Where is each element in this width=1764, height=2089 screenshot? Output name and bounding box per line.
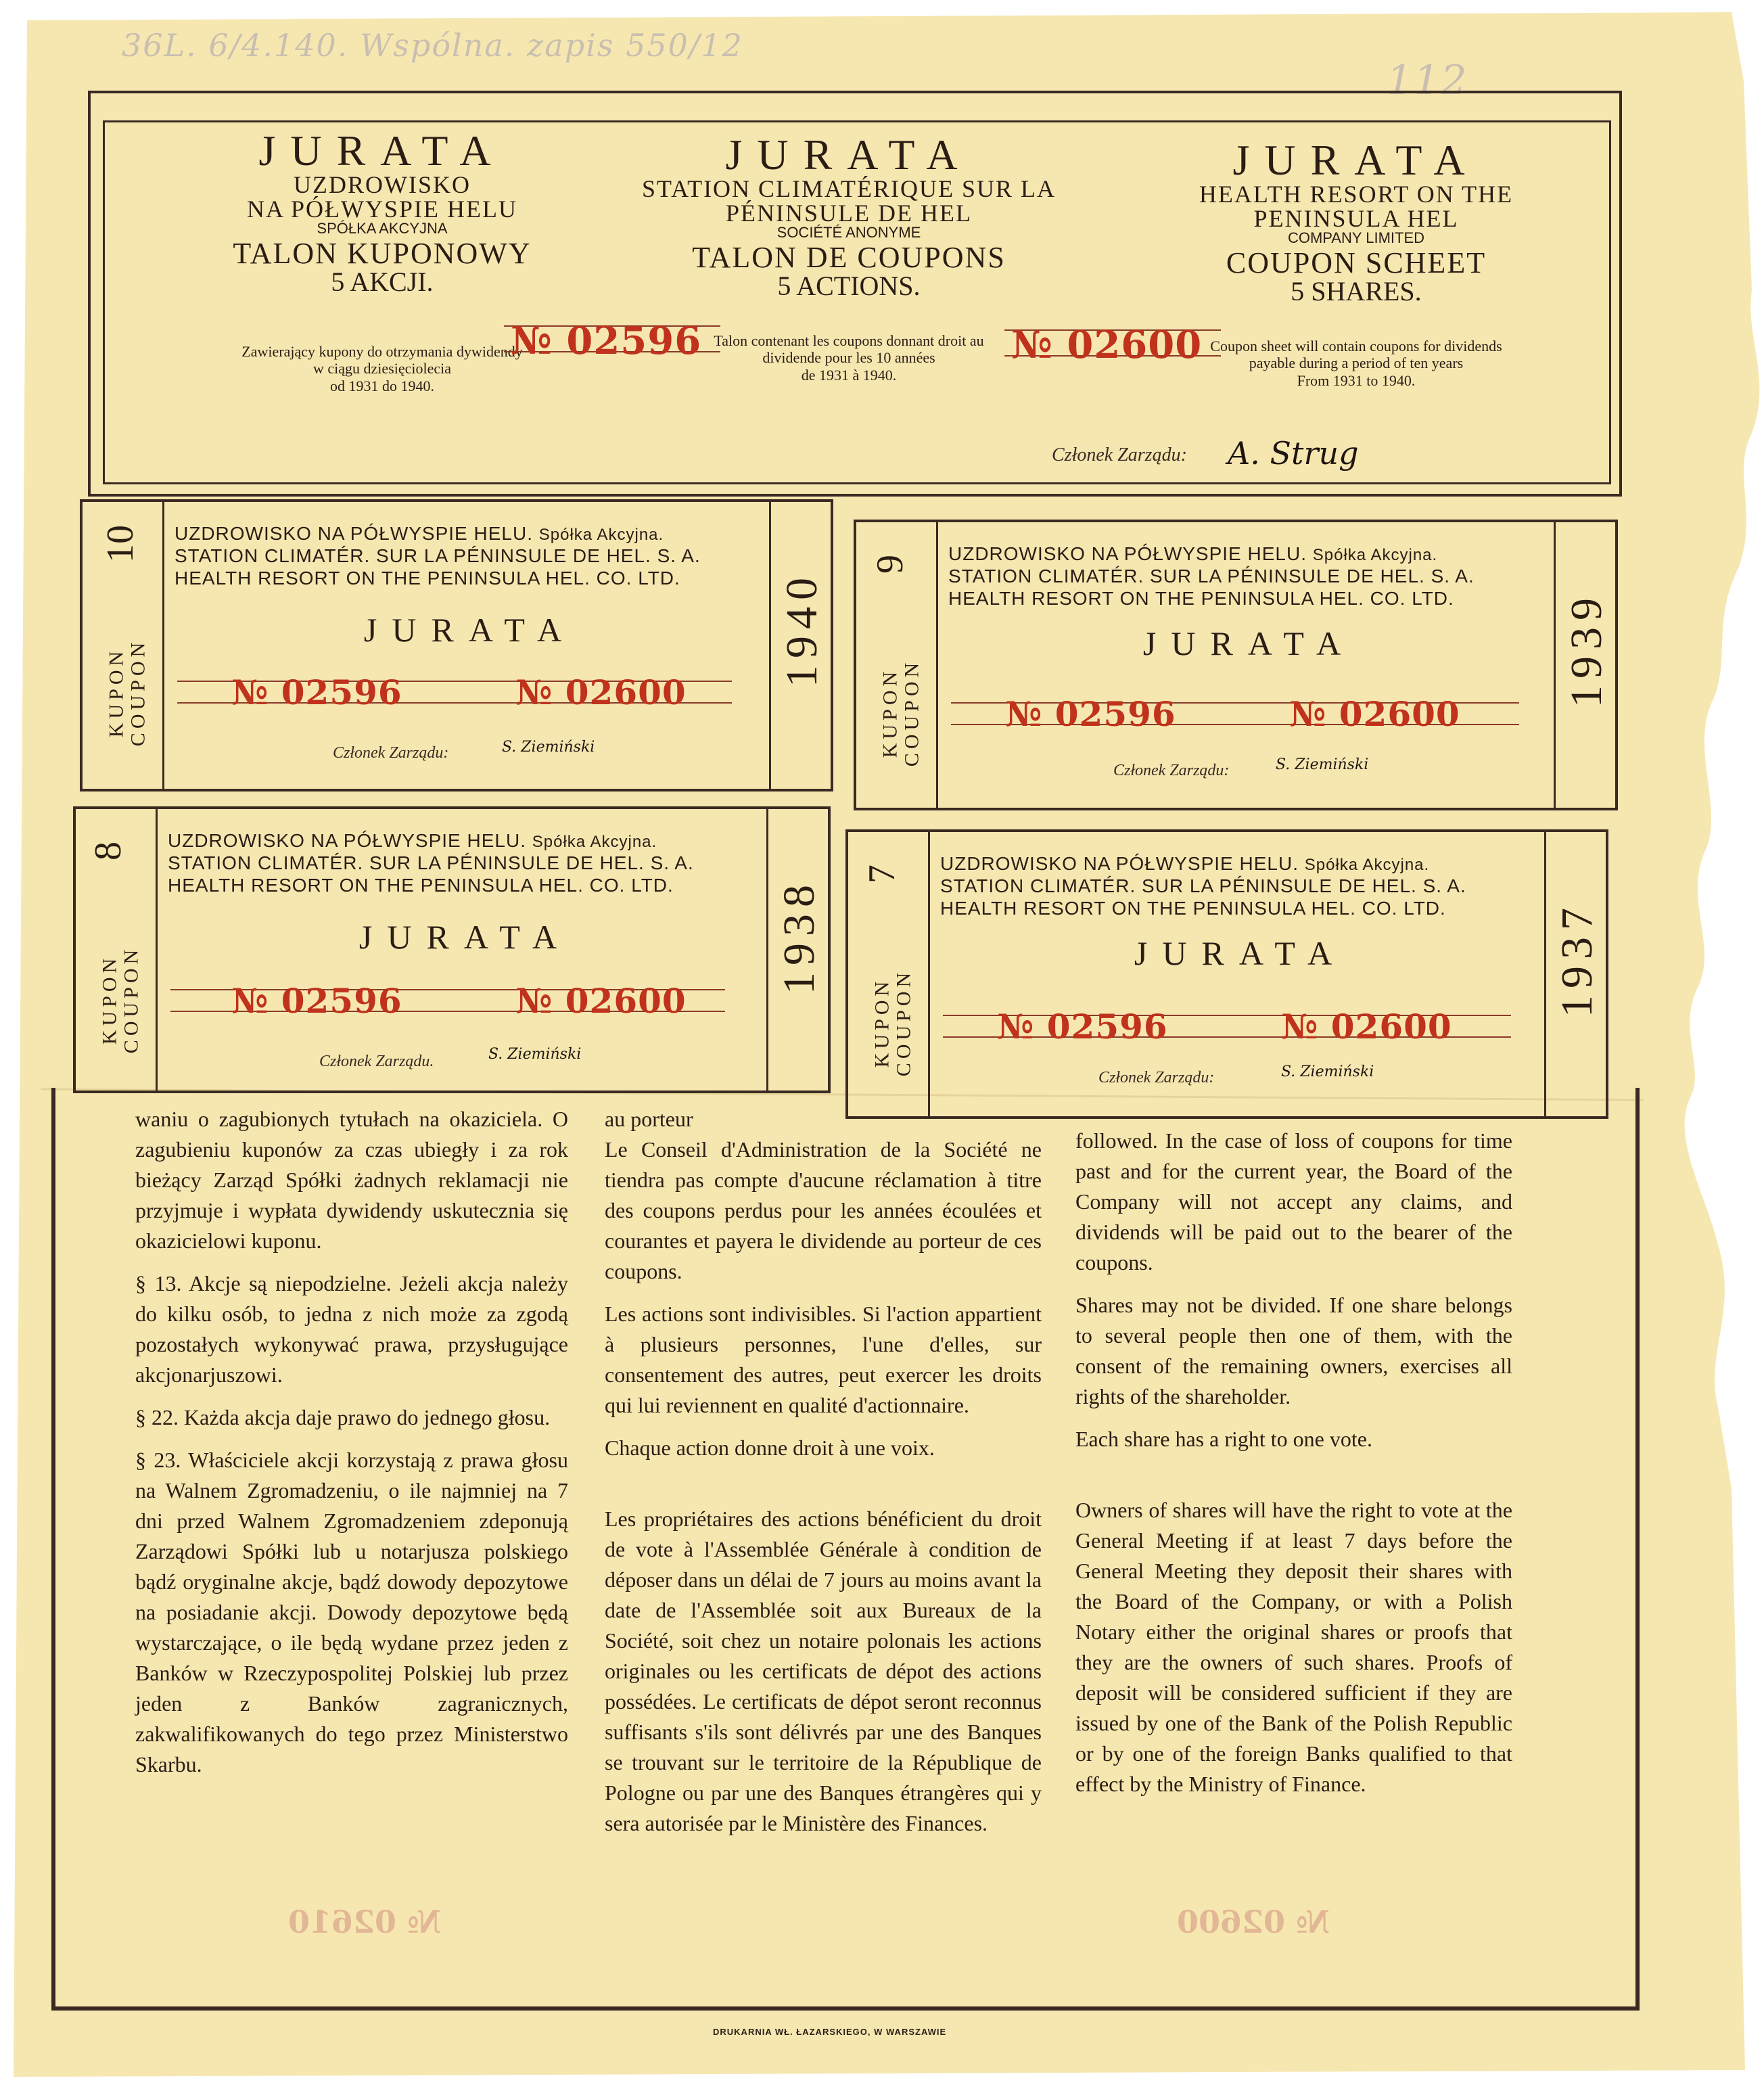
header-pl-line5: 5 AKCJI.: [331, 267, 434, 297]
coupon-head-pl: [948, 543, 1475, 565]
coupon-sheet-header: [88, 91, 1622, 497]
coupon-year: 1939: [1562, 591, 1611, 708]
statute-pl-2: § 13. Akcje są niepodzielne. Jeżeli akcja należy do kilku osób, to jedna z nich może za zgodą pozostałych wykonywać prawa, przysługujące akcjonarjuszowi.: [135, 1271, 568, 1387]
header-fr-desc-3: de 1931 à 1940.: [801, 366, 897, 384]
statute-fr-2: Les actions sont indivisibles. Si l'action appartient à plusieurs personnes, l'une d'elles, sur consentement des autres, peut exercer les droits qui lui reviennent en qualité d'actionnaire.: [605, 1302, 1042, 1417]
statute-fr-3: Chaque action donne droit à une voix.: [605, 1436, 935, 1460]
coupon-label-en: COUPON: [900, 658, 923, 767]
coupon-9: [854, 520, 1618, 810]
statute-fr-1: Le Conseil d'Administration de la Société ne tiendra pas compte d'aucune réclamation à titre des coupons perdus pour les années écoulées et courantes et payera le dividende au porteur de ces coupons.: [605, 1137, 1042, 1283]
coupon-sheet-inner-frame: [103, 120, 1611, 484]
coupon-year: 1938: [774, 878, 824, 994]
coupon-brand: JURATA: [363, 611, 577, 649]
header-pl-line4: TALON KUPONOWY: [233, 237, 532, 270]
coupon-headings: [175, 522, 701, 589]
coupon-head-pl: [168, 829, 694, 852]
header-fr-line5: 5 ACTIONS.: [777, 271, 921, 301]
coupon-head-en: HEALTH RESORT ON THE PENINSULA HEL. CO. LTD.: [948, 588, 1454, 610]
coupon-head-pl-small: Spółka Akcyjna.: [532, 833, 657, 851]
coupon-headings: [940, 852, 1466, 919]
coupon-signature: S. Ziemiński: [1281, 1063, 1374, 1080]
bleed-through-number-left: № 02610: [288, 1904, 442, 1940]
coupon-year-box: [1554, 522, 1615, 808]
coupon-signature: S. Ziemiński: [1276, 756, 1369, 773]
coupon-label-en: COUPON: [120, 945, 142, 1054]
coupon-brand: JURATA: [1134, 934, 1347, 972]
coupon-label-pl: KUPON: [879, 667, 902, 758]
statute-pl-1: waniu o zagubionych tytułach na okaziciela. O zagubieniu kuponów za czas ubiegły i za rok bieżący Zarząd Spółki żadnych reklamacji nie przyjmuje i wypłata dywidendy uskutecznia się okazicielowi kuponu.: [135, 1107, 568, 1253]
coupon-signature: S. Ziemiński: [488, 1046, 582, 1063]
coupon-number-from: № 02596: [997, 1007, 1168, 1047]
brand-fr: JURATA: [725, 131, 973, 179]
header-fr-line2: PÉNINSULE DE HEL: [726, 200, 972, 227]
header-pl-desc-2: w ciągu dziesięciolecia: [312, 360, 451, 377]
coupon-label: [106, 639, 149, 747]
coupon-head-fr: STATION CLIMATÉR. SUR LA PÉNINSULE DE HEL. S. A.: [940, 875, 1466, 897]
coupon-side: [76, 809, 158, 1091]
coupon-year-box: [766, 809, 828, 1091]
statute-en-2: Shares may not be divided. If one share belongs to several people then one of them, with the consent of the remaining owners, exercises all rights of the shareholder.: [1075, 1293, 1512, 1408]
coupon-number-from: № 02596: [231, 672, 402, 712]
header-pl-desc-3: od 1931 do 1940.: [330, 377, 434, 394]
coupon-brand: JURATA: [358, 918, 572, 956]
brand-en: JURATA: [1232, 136, 1480, 184]
coupon-sign-label: Członek Zarządu:: [333, 744, 449, 762]
coupon-head-en: HEALTH RESORT ON THE PENINSULA HEL. CO. LTD.: [168, 875, 674, 896]
coupon-8: [73, 806, 831, 1093]
coupon-label-en: COUPON: [126, 638, 149, 747]
pencil-note-right: 112: [1387, 57, 1468, 104]
coupon-head-pl-text: UZDROWISKO NA PÓŁWYSPIE HELU.: [175, 523, 533, 544]
coupon-headings: [948, 543, 1475, 610]
header-pl-desc-1: Zawierający kupony do otrzymania dywidendy: [241, 343, 523, 360]
coupon-number-to: № 02600: [515, 981, 687, 1021]
coupon-head-fr: STATION CLIMATÉR. SUR LA PÉNINSULE DE HEL. S. A.: [948, 566, 1475, 587]
coupon-7: [845, 829, 1608, 1119]
coupon-number: 9: [869, 555, 911, 574]
statute-pl-4: § 23. Właściciele akcji korzystają z prawa głosu na Walnem Zgromadzeniu, o ile najmniej na 7 dni przed Walnem Zgromadzeniem zdeponują Zarządowi Spółki lub u notarjusza polskiego bądź oryginalne akcje, bądź dowody depozytowe na posiadanie akcji. Dowody depozytowe będą wystarczające, o ile będą wydane przez jeden z Banków w Rzeczypospolitej Polskiej lub przez jeden z Banków zagranicznych, zakwalifikowanych do tego przez Ministerstwo Skarbu.: [135, 1448, 568, 1776]
statute-en-4: Owners of shares will have the right to vote at the General Meeting if at least 7 days before the General Meeting they deposit their shares with the Board of the Company, or with a Polish Notary either the original shares or proofs that they are the owners of such shares. Proofs of deposit will be considered sufficient if they are issued by one of the Bank of the Polish Republic or by one of the foreign Banks qualified to that effect by the Ministry of Finance.: [1075, 1498, 1512, 1796]
header-en-line5: 5 SHARES.: [1291, 276, 1422, 306]
coupon-number: 10: [99, 525, 141, 563]
coupon-sign-label: Członek Zarządu.: [319, 1053, 434, 1070]
statute-fr-4: Les propriétaires des actions bénéficient du droit de vote à l'Assemblée Générale à condition de déposer dans un délai de 7 jours au moins avant la date de l'Assemblée soit aux Bureaux de la Société, soit chez un notaire polonais les actions originales ou les certificats de dépot des actions possédées. Le certificats de dépot seront reconnus suffisants s'ils sont délivrés par une des Banques se trouvant sur le territoire de la République de Pologne ou par une des Banques étrangères qui y sera autorisée par le Ministère des Finances.: [605, 1507, 1042, 1835]
coupon-head-pl-small: Spółka Akcyjna.: [1312, 546, 1438, 564]
coupon-label-pl: KUPON: [98, 954, 121, 1045]
coupon-head-en: HEALTH RESORT ON THE PENINSULA HEL. CO. LTD.: [940, 898, 1446, 919]
coupon-number-to: № 02600: [515, 672, 687, 712]
statute-fr-0: au porteur: [605, 1107, 693, 1131]
header-fr-line1: STATION CLIMATÉRIQUE SUR LA: [641, 175, 1057, 202]
header-fr-desc-1: Talon contenant les coupons donnant droit au: [714, 332, 984, 349]
coupon-head-pl-small: Spółka Akcyjna.: [1304, 856, 1430, 874]
header-signature: A. Strug: [1228, 435, 1359, 472]
coupon-year: 1937: [1552, 901, 1602, 1017]
coupon-head-fr: STATION CLIMATÉR. SUR LA PÉNINSULE DE HEL. S. A.: [168, 852, 694, 874]
header-en-line1: HEALTH RESORT ON THE: [1199, 181, 1514, 208]
header-number-to: № 02600: [1011, 323, 1203, 367]
coupon-headings: [168, 829, 694, 896]
pencil-note: 36L. 6/4.140. Wspólna. zapis 550/12: [122, 27, 743, 64]
header-en-line3: COMPANY LIMITED: [1287, 229, 1425, 246]
statutes-english: [1075, 1126, 1512, 1812]
header-pl-line1: UZDROWISKO: [294, 171, 471, 198]
coupon-side: [848, 832, 930, 1116]
statutes-french: [605, 1104, 1042, 1851]
coupon-sign-label: Członek Zarządu:: [1098, 1069, 1215, 1086]
coupon-label: [99, 946, 142, 1054]
coupon-brand: JURATA: [1142, 624, 1356, 662]
coupon-label-pl: KUPON: [105, 647, 128, 738]
header-sign-label: Członek Zarządu:: [1052, 444, 1187, 465]
coupon-year-box: [769, 502, 831, 789]
coupon-number-from: № 02596: [1005, 694, 1176, 734]
coupon-head-pl-text: UZDROWISKO NA PÓŁWYSPIE HELU.: [168, 830, 526, 851]
header-fr-desc-2: dividende pour les 10 années: [762, 349, 935, 367]
coupon-head-en: HEALTH RESORT ON THE PENINSULA HEL. CO. LTD.: [175, 568, 680, 589]
coupon-head-pl-text: UZDROWISKO NA PÓŁWYSPIE HELU.: [948, 543, 1307, 564]
coupon-head-pl: [940, 852, 1466, 875]
coupon-head-fr: STATION CLIMATÉR. SUR LA PÉNINSULE DE HEL. S. A.: [175, 545, 701, 567]
coupon-number-from: № 02596: [231, 981, 402, 1021]
coupon-number-to: № 02600: [1289, 694, 1460, 734]
coupon-sign-label: Członek Zarządu:: [1113, 762, 1230, 779]
header-fr-line4: TALON DE COUPONS: [692, 241, 1006, 274]
coupon-head-pl-text: UZDROWISKO NA PÓŁWYSPIE HELU.: [940, 853, 1299, 874]
coupon-head-pl-small: Spółka Akcyjna.: [538, 526, 664, 544]
coupon-side: [856, 522, 938, 808]
coupon-signature: S. Ziemiński: [502, 739, 595, 756]
brand-pl: JURATA: [258, 127, 506, 175]
header-number-from: № 02596: [511, 319, 702, 363]
statutes-polish: [135, 1104, 568, 1792]
header-pl-line2: NA PÓŁWYSPIE HELU: [247, 196, 517, 223]
coupon-label-en: COUPON: [892, 968, 914, 1077]
bleed-through-number-right: № 02600: [1177, 1904, 1330, 1940]
statute-en-1: followed. In the case of loss of coupons for time past and for the current year, the Board of the Company will not accept any claims, and dividends will be paid out to the bearer of the coupons.: [1075, 1128, 1512, 1275]
coupon-label-pl: KUPON: [871, 977, 893, 1068]
header-pl-line3: SPÓŁKA AKCYJNA: [317, 220, 448, 237]
coupon-number-to: № 02600: [1281, 1007, 1452, 1047]
printer-imprint: DRUKARNIA WŁ. ŁAZARSKIEGO, W WARSZAWIE: [713, 2027, 947, 2037]
header-en-desc-2: payable during a period of ten years: [1249, 354, 1464, 372]
header-en-desc-3: From 1931 to 1940.: [1297, 371, 1416, 389]
coupon-number: 7: [861, 865, 903, 883]
coupon-year: 1940: [777, 571, 827, 687]
statute-en-3: Each share has a right to one vote.: [1075, 1427, 1372, 1451]
header-en-line2: PENINSULA HEL: [1253, 205, 1459, 232]
header-en-desc-1: Coupon sheet will contain coupons for dividends: [1210, 338, 1502, 354]
coupon-10: [80, 499, 833, 791]
header-fr-line3: SOCIÉTÉ ANONYME: [776, 224, 921, 241]
coupon-label: [872, 969, 914, 1077]
coupon-head-pl: [175, 522, 701, 545]
coupon-year-box: [1544, 832, 1606, 1116]
coupon-label: [880, 659, 923, 767]
statute-pl-3: § 22. Każda akcja daje prawo do jednego głosu.: [135, 1405, 551, 1429]
header-en-line4: COUPON SCHEET: [1226, 246, 1487, 279]
coupon-number: 8: [87, 842, 129, 860]
coupon-side: [83, 502, 164, 789]
